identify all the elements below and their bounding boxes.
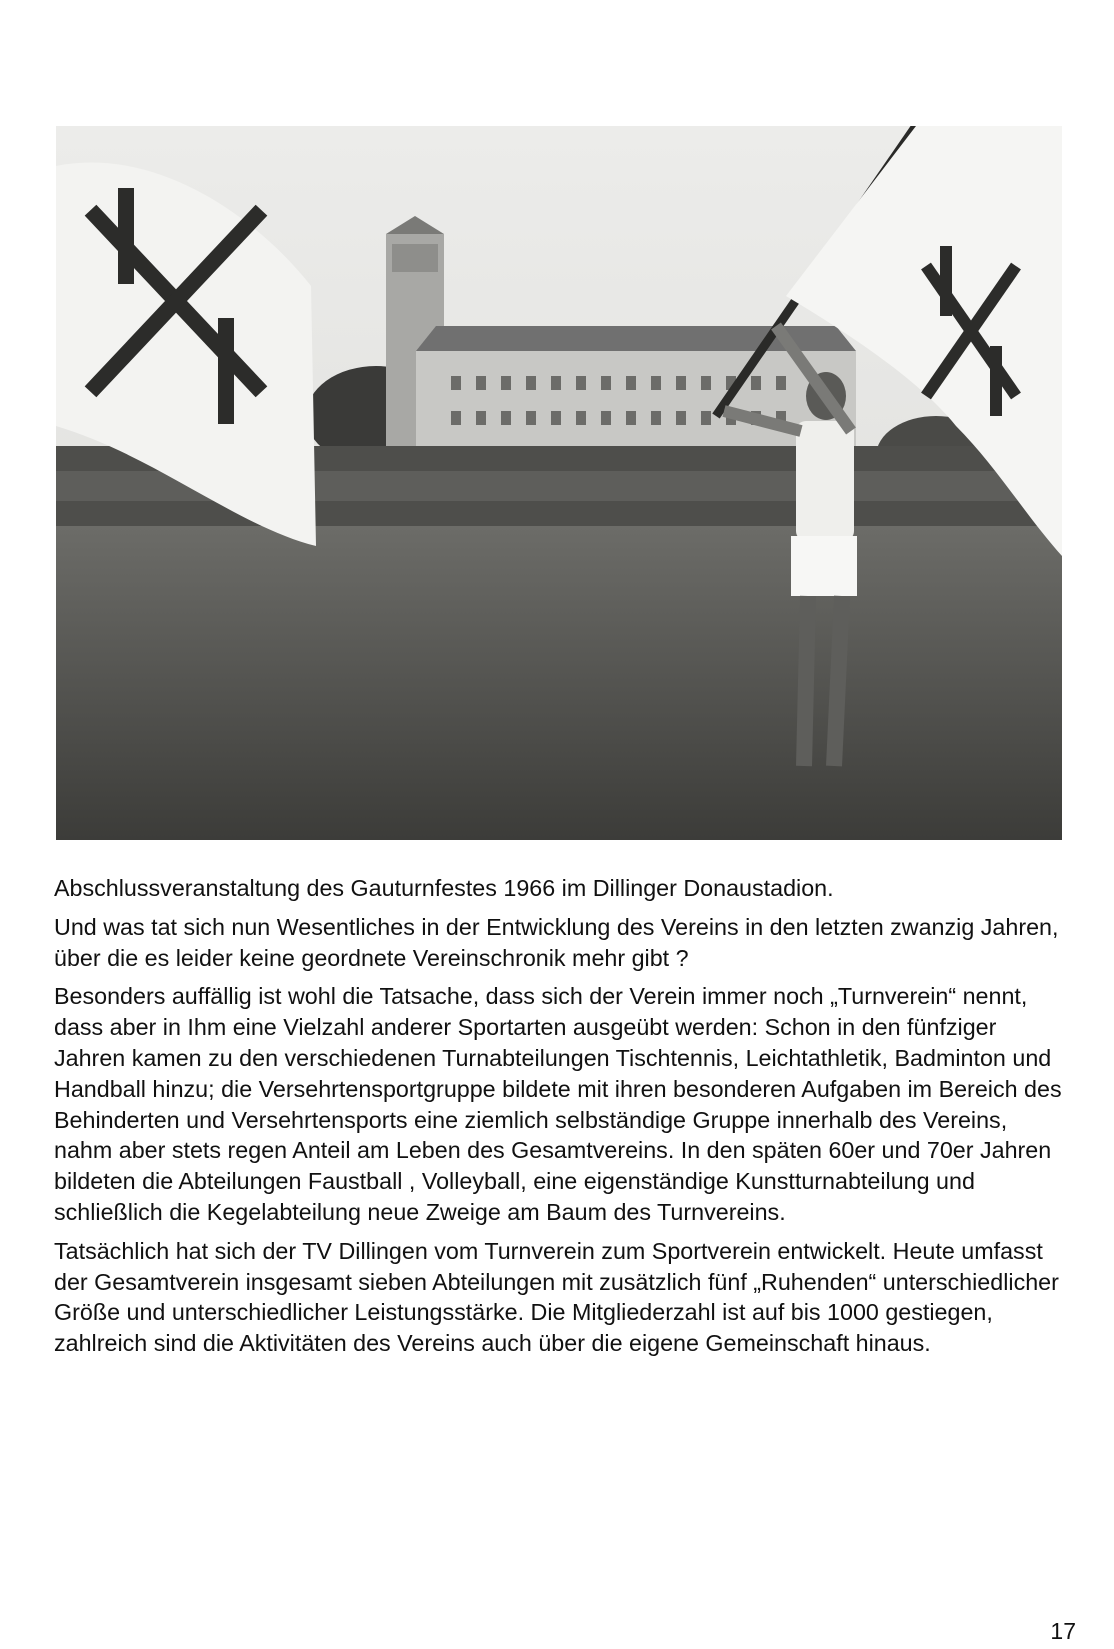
page-number: 17 bbox=[1050, 1618, 1076, 1644]
photo-caption: Abschlussveranstaltung des Gauturnfestes 1966 im Dillinger Donaustadion. bbox=[54, 875, 834, 901]
paragraph: Und was tat sich nun Wesentliches in der Entwicklung des Vereins in den letzten zwanzig Jahren, über die es leider keine geordnete Vereinschronik mehr gibt ? bbox=[54, 913, 1059, 971]
paragraph: Besonders auffällig ist wohl die Tatsache, dass sich der Verein immer noch „Turnverein“ nennt, dass aber in Ihm eine Vielzahl anderer Sportarten ausgeübt werden: Schon in den fünfziger Jahren kamen zu den verschiedenen Turnabteilungen Tischtennis, Leichtathletik, Badminton und Handball hinzu; die Versehrtensportgruppe bildete mit ihren besonderen Aufgaben im Bereich des Behinderten und Versehrtensports eine ziemlich selbständige Gruppe innerhalb des Vereins, nahm aber stets regen Anteil am Leben des Gesamtvereins. In den späten 60er und 70er Jahren bildeten die Abteilungen Faustball , Volleyball, eine eigenständige Kunstturnabteilung und schließlich die Kegelabteilung neue Zweige am Baum des Turnvereins. bbox=[54, 983, 1062, 1225]
body-text bbox=[54, 873, 1064, 1367]
photo-illustration bbox=[56, 126, 1062, 840]
historic-photo bbox=[56, 126, 1062, 840]
paragraph: Tatsächlich hat sich der TV Dillingen vom Turnverein zum Sportverein entwickelt. Heute umfasst der Gesamtverein insgesamt sieben Abteilungen mit zusätzlich fünf „Ruhenden“ unterschiedlicher Größe und unterschiedlicher Leistungsstärke. Die Mitgliederzahl ist auf bis 1000 gestiegen, zahlreich sind die Aktivitäten des Vereins auch über die eigene Gemeinschaft hinaus. bbox=[54, 1237, 1059, 1357]
